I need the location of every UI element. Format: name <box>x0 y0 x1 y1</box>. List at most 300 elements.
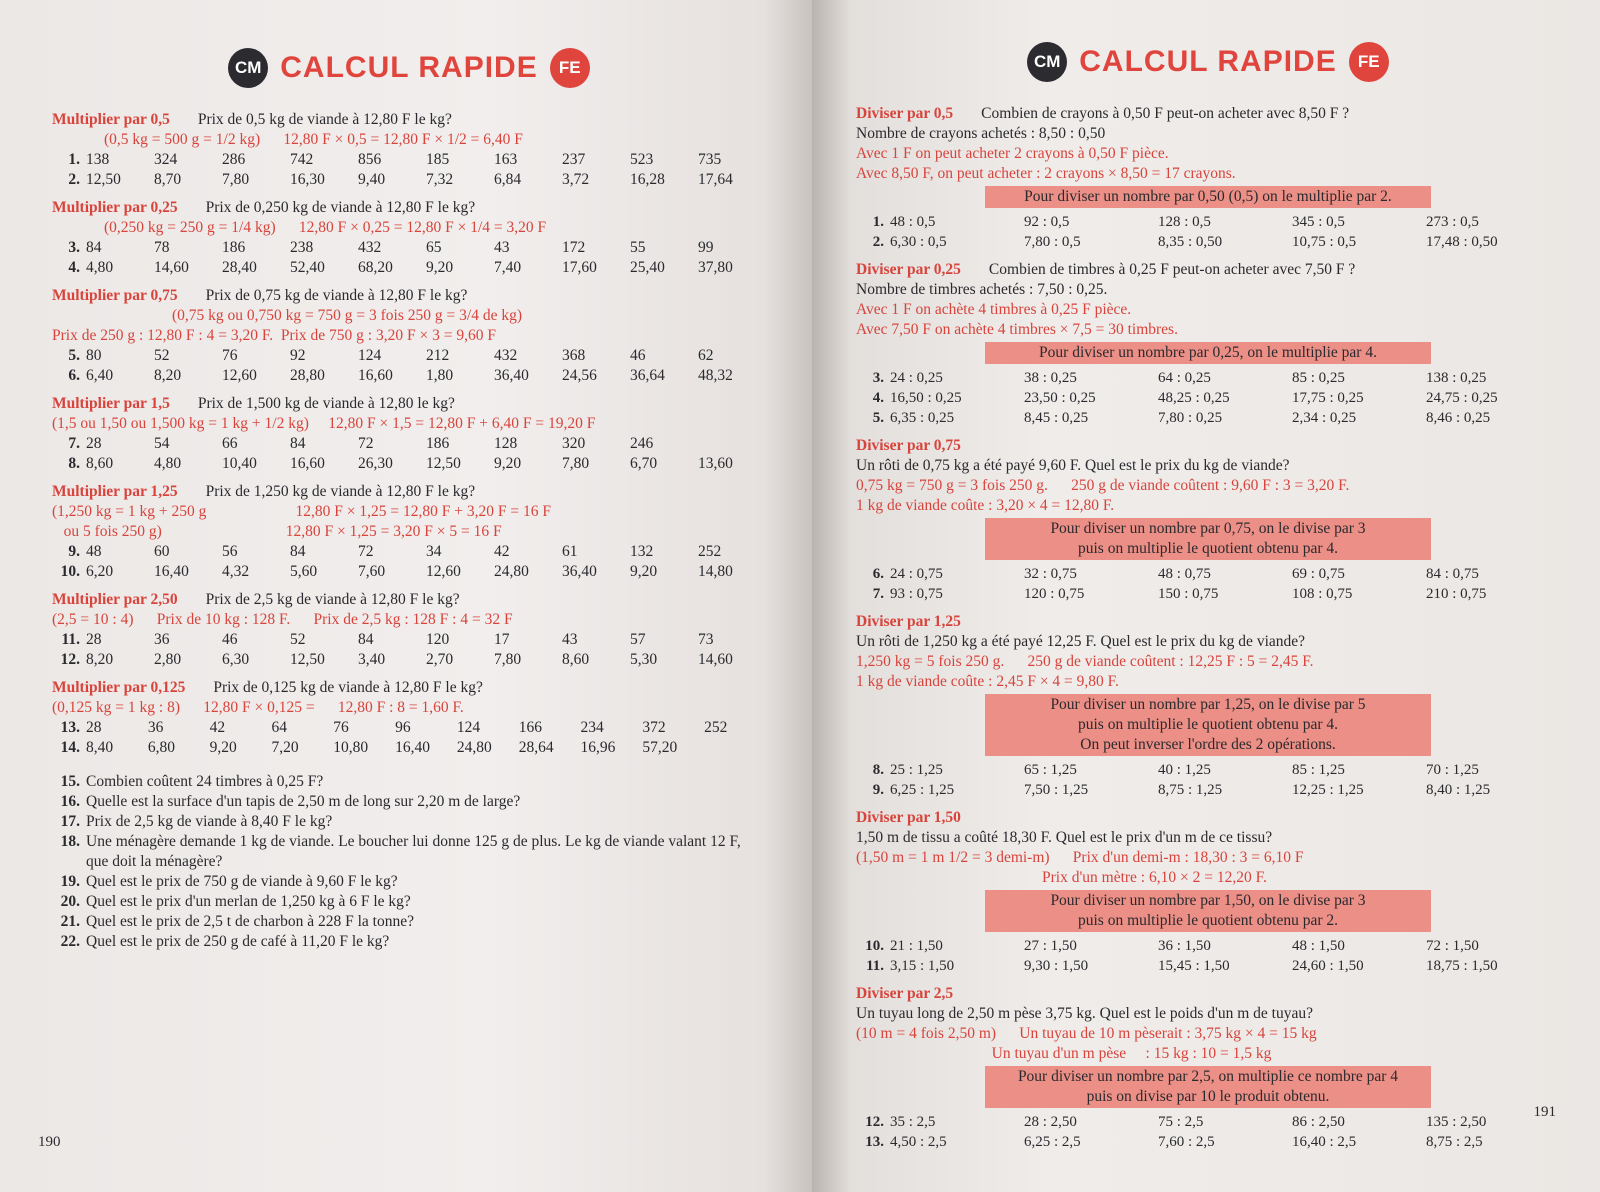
section-title: Diviser par 0,75 <box>856 437 961 454</box>
problem-item <box>52 832 766 872</box>
exercise-value: 16,96 <box>580 739 616 756</box>
section-heading <box>856 104 1560 124</box>
exercise-number: 8. <box>872 762 884 778</box>
exercise-value <box>698 434 766 454</box>
exercise-value: 9,20 <box>494 455 522 472</box>
exercise-value: 24 : 0,75 <box>890 566 943 582</box>
exercise-row <box>856 780 1560 800</box>
exercise-value: 70 : 1,25 <box>1426 762 1479 778</box>
worked-example: (0,75 kg ou 0,750 kg = 750 g = 3 fois 250 g = 3/4 de kg) <box>172 307 522 324</box>
exercise-value: 24,60 : 1,50 <box>1292 958 1364 974</box>
explanation-line: Avec 7,50 F on achète 4 timbres × 7,5 = 30 timbres. <box>856 321 1178 338</box>
exercise-value: 65 : 1,25 <box>1024 762 1077 778</box>
right-header <box>856 34 1560 90</box>
section-title: Multiplier par 2,50 <box>52 591 178 608</box>
exercise-value: 64 : 0,25 <box>1158 370 1211 386</box>
problem-number: 22. <box>60 933 80 950</box>
exercise-value: 6,35 : 0,25 <box>890 410 955 426</box>
exercise-row <box>52 258 766 278</box>
exercise-number: 3. <box>68 239 80 256</box>
exercise-value: 36 <box>154 631 170 648</box>
exercise-number: 6. <box>68 367 80 384</box>
problem-item <box>52 812 766 832</box>
exercise-value: 138 <box>86 151 110 168</box>
exercise-value: 25,40 <box>630 259 665 276</box>
right-page <box>812 0 1600 1192</box>
exercise-section <box>52 678 766 758</box>
exercise-row <box>856 956 1560 976</box>
exercise-section <box>52 394 766 474</box>
section-title: Diviser par 0,5 <box>856 105 954 122</box>
exercise-value: 48 : 1,50 <box>1292 938 1345 954</box>
problem-text: Quel est le prix de 250 g de café à 11,20 F le kg? <box>86 933 390 950</box>
exercise-row <box>856 368 1560 388</box>
exercise-value: 12,50 <box>86 171 121 188</box>
exercise-value: 8,45 : 0,25 <box>1024 410 1089 426</box>
exercise-value: 432 <box>494 347 518 364</box>
exercise-value: 238 <box>290 239 314 256</box>
exercise-value: 52,40 <box>290 259 325 276</box>
exercise-value: 96 <box>395 719 411 736</box>
exercise-value: 99 <box>698 239 714 256</box>
exercise-value: 368 <box>562 347 586 364</box>
exercise-value: 7,80 <box>494 651 522 668</box>
exercise-row <box>856 1112 1560 1132</box>
explanation-line: Un tuyau long de 2,50 m pèse 3,75 kg. Quel est le poids d'un m de tuyau? <box>856 1005 1313 1022</box>
exercise-value: 84 <box>290 543 306 560</box>
exercise-value: 324 <box>154 151 178 168</box>
section-title: Diviser par 0,25 <box>856 261 961 278</box>
exercise-number: 13. <box>865 1134 884 1150</box>
section-title: Multiplier par 0,5 <box>52 111 170 128</box>
exercise-row <box>856 936 1560 956</box>
exercise-value: 4,80 <box>154 455 182 472</box>
exercise-value: 186 <box>426 435 450 452</box>
exercise-number: 9. <box>872 782 884 798</box>
exercise-value: 24 : 0,25 <box>890 370 943 386</box>
exercise-value: 8,40 : 1,25 <box>1426 782 1491 798</box>
exercise-section <box>52 482 766 582</box>
exercise-row <box>52 738 766 758</box>
explanation-line: (10 m = 4 fois 2,50 m) Un tuyau de 10 m pèserait : 3,75 kg × 4 = 15 kg <box>856 1025 1317 1042</box>
section-heading <box>52 198 766 218</box>
exercise-value: 27 : 1,50 <box>1024 938 1077 954</box>
exercise-value: 12,60 <box>426 563 461 580</box>
exercise-value: 75 : 2,5 <box>1158 1114 1204 1130</box>
exercise-value: 108 : 0,75 <box>1292 586 1353 602</box>
exercise-value: 64 <box>271 719 287 736</box>
exercise-number: 8. <box>68 455 80 472</box>
section-heading <box>52 394 766 414</box>
exercise-value: 166 <box>518 719 542 736</box>
problem-text: Quel est le prix de 750 g de viande à 9,60 F le kg? <box>86 873 398 890</box>
exercise-value: 43 <box>562 631 578 648</box>
exercise-value: 124 <box>456 719 481 736</box>
exercise-number: 1. <box>68 151 80 168</box>
exercise-value: 85 : 1,25 <box>1292 762 1345 778</box>
exercise-value: 10,75 : 0,5 <box>1292 234 1357 250</box>
exercise-value: 138 : 0,25 <box>1426 370 1487 386</box>
exercise-value: 3,40 <box>358 651 386 668</box>
exercise-value: 38 : 0,25 <box>1024 370 1077 386</box>
exercise-number: 1. <box>872 214 884 230</box>
exercise-value: 856 <box>358 151 382 168</box>
problem-number: 21. <box>60 913 80 930</box>
section-question: Prix de 0,125 kg de viande à 12,80 F le kg? <box>213 679 483 696</box>
exercise-number: 7. <box>68 435 80 452</box>
problem-number: 19. <box>60 873 80 890</box>
page-number: 191 <box>1533 1104 1556 1120</box>
exercise-value: 16,60 <box>290 455 325 472</box>
exercise-value: 84 <box>86 239 102 256</box>
exercise-value: 8,40 <box>86 739 114 756</box>
exercise-value: 84 <box>290 435 306 452</box>
exercise-number: 5. <box>68 347 80 364</box>
exercise-value: 12,50 <box>426 455 461 472</box>
section-question: Combien de timbres à 0,25 F peut-on acheter avec 7,50 F ? <box>988 261 1356 278</box>
exercise-number: 3. <box>872 370 884 386</box>
exercise-number: 9. <box>68 543 80 560</box>
exercise-value: 72 <box>358 435 374 452</box>
exercise-value: 120 <box>426 631 450 648</box>
exercise-value: 5,30 <box>630 651 658 668</box>
division-section <box>856 260 1560 428</box>
section-title: Multiplier par 0,125 <box>52 679 186 696</box>
section-question: Prix de 1,250 kg de viande à 12,80 F le kg? <box>205 483 476 500</box>
problem-item <box>52 932 766 952</box>
exercise-number: 11. <box>866 958 884 974</box>
exercise-value: 84 : 0,75 <box>1426 566 1479 582</box>
section-heading <box>856 984 1560 1004</box>
exercise-value: 2,80 <box>154 651 182 668</box>
exercise-value: 210 : 0,75 <box>1426 586 1487 602</box>
exercise-value: 7,80 : 0,25 <box>1158 410 1223 426</box>
exercise-value: 185 <box>426 151 450 168</box>
exercise-row <box>52 346 766 366</box>
exercise-value: 28,64 <box>518 739 554 756</box>
division-section <box>856 984 1560 1152</box>
exercise-value <box>704 738 766 758</box>
exercise-value: 432 <box>358 239 382 256</box>
exercise-value: 7,80 : 0,5 <box>1024 234 1081 250</box>
division-section <box>856 104 1560 252</box>
section-title: Diviser par 1,50 <box>856 809 961 826</box>
exercise-value: 35 : 2,5 <box>890 1114 936 1130</box>
exercise-value: 2,70 <box>426 651 454 668</box>
exercise-value: 8,35 : 0,50 <box>1158 234 1223 250</box>
exercise-value: 120 : 0,75 <box>1024 586 1085 602</box>
worked-example: Prix de 250 g : 12,80 F : 4 = 3,20 F. Prix de 750 g : 3,20 F × 3 = 9,60 F <box>52 327 496 344</box>
explanation-line: Avec 8,50 F, on peut acheter : 2 crayons × 8,50 = 17 crayons. <box>856 165 1236 182</box>
exercise-value: 13,60 <box>698 455 733 472</box>
section-title: Multiplier par 1,25 <box>52 483 178 500</box>
cm-badge: CM <box>1027 42 1067 82</box>
rule-line: puis on multiplie le quotient obtenu par 4. <box>1077 540 1339 557</box>
exercise-value: 16,40 <box>395 739 430 756</box>
exercise-number: 4. <box>68 259 80 276</box>
exercise-value: 6,80 <box>147 739 175 756</box>
exercise-value: 16,40 : 2,5 <box>1292 1134 1357 1150</box>
exercise-row <box>52 650 766 670</box>
left-sections <box>52 110 766 758</box>
exercise-row <box>856 584 1560 604</box>
exercise-row <box>52 630 766 650</box>
exercise-value: 9,20 <box>630 563 658 580</box>
exercise-value: 34 <box>426 543 442 560</box>
exercise-value: 16,30 <box>290 171 325 188</box>
exercise-value: 93 : 0,75 <box>890 586 943 602</box>
exercise-value: 28 : 2,50 <box>1024 1114 1077 1130</box>
explanation-line: Avec 1 F on peut acheter 2 crayons à 0,50 F pièce. <box>856 145 1169 162</box>
exercise-value: 46 <box>222 631 238 648</box>
section-heading <box>52 110 766 130</box>
exercise-value: 7,80 <box>562 455 590 472</box>
worked-example: (1,250 kg = 1 kg + 250 g 12,80 F × 1,25 = 12,80 F + 3,20 F = 16 F <box>52 503 551 520</box>
explanation-line: 0,75 kg = 750 g = 3 fois 250 g. 250 g de viande coûtent : 9,60 F : 3 = 3,20 F. <box>856 477 1350 494</box>
exercise-value: 12,60 <box>222 367 257 384</box>
explanation-line: Un tuyau d'un m pèse : 15 kg : 10 = 1,5 kg <box>856 1045 1272 1062</box>
exercise-row <box>856 1132 1560 1152</box>
exercise-value: 8,75 : 2,5 <box>1426 1134 1483 1150</box>
exercise-value: 9,20 <box>209 739 237 756</box>
exercise-value: 85 : 0,25 <box>1292 370 1345 386</box>
exercise-value: 32 : 0,75 <box>1024 566 1077 582</box>
exercise-value: 8,20 <box>86 651 114 668</box>
exercise-value: 1,80 <box>426 367 454 384</box>
rule-line: Pour diviser un nombre par 1,25, on le divise par 5 <box>1050 696 1366 713</box>
exercise-row <box>52 366 766 386</box>
exercise-value: 9,30 : 1,50 <box>1024 958 1089 974</box>
exercise-value: 237 <box>562 151 586 168</box>
exercise-value: 124 <box>358 347 382 364</box>
exercise-row <box>856 212 1560 232</box>
exercise-value: 24,75 : 0,25 <box>1426 390 1498 406</box>
exercise-value: 8,20 <box>154 367 182 384</box>
exercise-value: 84 <box>358 631 374 648</box>
exercise-value: 48 : 0,75 <box>1158 566 1211 582</box>
exercise-value: 132 <box>630 543 654 560</box>
section-title: Multiplier par 1,5 <box>52 395 170 412</box>
exercise-value: 742 <box>290 151 314 168</box>
exercise-value: 46 <box>630 347 646 364</box>
problem-number: 20. <box>60 893 80 910</box>
exercise-value: 14,60 <box>154 259 189 276</box>
exercise-value: 24,80 <box>456 739 492 756</box>
exercise-number: 11. <box>61 631 80 648</box>
exercise-value: 8,60 <box>86 455 114 472</box>
exercise-value: 16,40 <box>154 563 189 580</box>
exercise-value: 16,28 <box>630 171 665 188</box>
exercise-value: 16,60 <box>358 367 393 384</box>
exercise-value: 36 : 1,50 <box>1158 938 1211 954</box>
exercise-value: 65 <box>426 239 442 256</box>
division-section <box>856 808 1560 976</box>
exercise-value: 8,70 <box>154 171 182 188</box>
exercise-value: 92 : 0,5 <box>1024 214 1070 230</box>
exercise-row <box>52 562 766 582</box>
worked-example: (2,5 = 10 : 4) Prix de 10 kg : 128 F. Prix de 2,5 kg : 128 F : 4 = 32 F <box>52 611 513 628</box>
exercise-row <box>856 564 1560 584</box>
exercise-row <box>52 542 766 562</box>
exercise-value: 234 <box>580 719 604 736</box>
exercise-value: 12,50 <box>290 651 325 668</box>
exercise-value: 252 <box>704 719 728 736</box>
problem-item <box>52 892 766 912</box>
exercise-row <box>52 434 766 454</box>
exercise-value: 17,64 <box>698 171 733 188</box>
division-section <box>856 612 1560 800</box>
exercise-value: 48,25 : 0,25 <box>1158 390 1230 406</box>
exercise-value: 60 <box>154 543 170 560</box>
exercise-value: 6,25 : 2,5 <box>1024 1134 1081 1150</box>
section-title: Multiplier par 0,25 <box>52 199 178 216</box>
section-heading <box>52 286 766 306</box>
problem-text: Une ménagère demande 1 kg de viande. Le boucher lui donne 125 g de plus. Le kg de viande valant 12 F, que doit la ménagère? <box>86 833 741 870</box>
exercise-value: 14,60 <box>698 651 733 668</box>
exercise-value: 62 <box>698 347 714 364</box>
problem-number: 18. <box>60 833 80 850</box>
section-title: Multiplier par 0,75 <box>52 287 178 304</box>
exercise-value: 28,80 <box>290 367 325 384</box>
problem-item <box>52 912 766 932</box>
section-title: Diviser par 2,5 <box>856 985 954 1002</box>
explanation-line: 1 kg de viande coûte : 3,20 × 4 = 12,80 F. <box>856 497 1115 514</box>
exercise-value: 52 <box>154 347 170 364</box>
exercise-value: 12,25 : 1,25 <box>1292 782 1364 798</box>
section-heading <box>52 482 766 502</box>
division-section <box>856 436 1560 604</box>
exercise-value: 48,32 <box>698 367 733 384</box>
exercise-value: 68,20 <box>358 259 393 276</box>
problem-item <box>52 872 766 892</box>
explanation-line: Un rôti de 1,250 kg a été payé 12,25 F. Quel est le prix du kg de viande? <box>856 633 1306 650</box>
right-sections <box>856 104 1560 1152</box>
explanation-line: Nombre de timbres achetés : 7,50 : 0,25. <box>856 281 1108 298</box>
exercise-number: 5. <box>872 410 884 426</box>
exercise-value: 55 <box>630 239 646 256</box>
exercise-value: 57,20 <box>642 739 678 756</box>
worked-example: ou 5 fois 250 g) 12,80 F × 1,25 = 3,20 F × 5 = 16 F <box>52 523 502 540</box>
left-header <box>52 40 766 96</box>
exercise-value: 72 <box>358 543 374 560</box>
exercise-row <box>856 232 1560 252</box>
problem-text: Quel est le prix de 2,5 t de charbon à 228 F la tonne? <box>86 913 414 930</box>
problem-item <box>52 792 766 812</box>
exercise-value: 24,56 <box>562 367 597 384</box>
exercise-value: 150 : 0,75 <box>1158 586 1219 602</box>
rule-line: Pour diviser un nombre par 1,50, on le divise par 3 <box>1050 892 1366 909</box>
fe-badge: FE <box>550 48 590 88</box>
exercise-value: 4,50 : 2,5 <box>890 1134 947 1150</box>
exercise-value: 10,40 <box>222 455 257 472</box>
exercise-value: 128 : 0,5 <box>1158 214 1211 230</box>
problem-text: Prix de 2,5 kg de viande à 8,40 F le kg? <box>86 813 333 830</box>
exercise-value: 7,60 <box>358 563 386 580</box>
exercise-value: 4,32 <box>222 563 250 580</box>
section-question: Prix de 0,250 kg de viande à 12,80 F le kg? <box>205 199 476 216</box>
exercise-value: 61 <box>562 543 578 560</box>
exercise-value: 172 <box>562 239 586 256</box>
exercise-value: 9,20 <box>426 259 454 276</box>
exercise-value: 92 <box>290 347 306 364</box>
exercise-value: 69 : 0,75 <box>1292 566 1345 582</box>
exercise-value: 7,50 : 1,25 <box>1024 782 1089 798</box>
exercise-number: 12. <box>60 651 80 668</box>
problem-text: Quelle est la surface d'un tapis de 2,50 m de long sur 2,20 m de large? <box>86 793 521 810</box>
exercise-value: 6,25 : 1,25 <box>890 782 955 798</box>
rule-box <box>985 694 1431 756</box>
exercise-value: 56 <box>222 543 238 560</box>
exercise-value: 72 : 1,50 <box>1426 938 1479 954</box>
rule-line: puis on multiplie le quotient obtenu par 2. <box>1077 912 1339 929</box>
exercise-value: 43 <box>494 239 510 256</box>
fe-badge: FE <box>1349 42 1389 82</box>
explanation-line: Prix d'un mètre : 6,10 × 2 = 12,20 F. <box>856 869 1267 886</box>
exercise-value: 3,15 : 1,50 <box>890 958 955 974</box>
exercise-value: 7,40 <box>494 259 522 276</box>
exercise-section <box>52 590 766 670</box>
exercise-value: 735 <box>698 151 722 168</box>
exercise-value: 36,64 <box>630 367 665 384</box>
exercise-value: 80 <box>86 347 102 364</box>
exercise-value: 36,40 <box>494 367 529 384</box>
exercise-value: 54 <box>154 435 170 452</box>
section-heading <box>856 260 1560 280</box>
exercise-value: 372 <box>642 719 666 736</box>
exercise-value: 3,72 <box>562 171 590 188</box>
page-title: CALCUL RAPIDE <box>280 51 538 84</box>
section-question: Prix de 1,500 kg de viande à 12,80 le kg? <box>197 395 455 412</box>
explanation-line: 1 kg de viande coûte : 2,45 F × 4 = 9,80 F. <box>856 673 1119 690</box>
explanation-line: Avec 1 F on achète 4 timbres à 0,25 F pièce. <box>856 301 1132 318</box>
exercise-value: 6,70 <box>630 455 658 472</box>
explanation-line: 1,250 kg = 5 fois 250 g. 250 g de viande coûtent : 12,25 F : 5 = 2,45 F. <box>856 653 1314 670</box>
exercise-value: 135 : 2,50 <box>1426 1114 1487 1130</box>
exercise-value: 16,50 : 0,25 <box>890 390 962 406</box>
exercise-value: 17,48 : 0,50 <box>1426 234 1498 250</box>
exercise-value: 28 <box>86 631 102 648</box>
exercise-value: 5,60 <box>290 563 318 580</box>
exercise-value: 6,84 <box>494 171 522 188</box>
rule-box <box>985 1066 1431 1108</box>
problem-number: 16. <box>60 793 80 810</box>
exercise-value: 40 : 1,25 <box>1158 762 1211 778</box>
exercise-value: 523 <box>630 151 654 168</box>
page-number: 190 <box>38 1134 61 1150</box>
section-question: Combien de crayons à 0,50 F peut-on acheter avec 8,50 F ? <box>981 105 1350 122</box>
exercise-value: 7,80 <box>222 171 250 188</box>
exercise-value: 10,80 <box>333 739 369 756</box>
worked-example: (0,5 kg = 500 g = 1/2 kg) 12,80 F × 0,5 = 12,80 F × 1/2 = 6,40 F <box>104 131 523 148</box>
problem-text: Combien coûtent 24 timbres à 0,25 F? <box>86 773 324 790</box>
explanation-line: (1,50 m = 1 m 1/2 = 3 demi-m) Prix d'un demi-m : 18,30 : 3 = 6,10 F <box>856 849 1304 866</box>
worked-example: (1,5 ou 1,50 ou 1,500 kg = 1 kg + 1/2 kg) 12,80 F × 1,5 = 12,80 F + 6,40 F = 19,20 F <box>52 415 596 432</box>
exercise-value: 42 <box>494 543 510 560</box>
exercise-value: 42 <box>209 719 226 736</box>
exercise-value: 17,75 : 0,25 <box>1292 390 1364 406</box>
exercise-number: 13. <box>60 719 80 736</box>
explanation-line: 1,50 m de tissu a coûté 18,30 F. Quel est le prix d'un m de ce tissu? <box>856 829 1273 846</box>
exercise-row <box>52 718 766 738</box>
cm-badge: CM <box>228 48 268 88</box>
exercise-number: 10. <box>865 938 884 954</box>
exercise-value: 57 <box>630 631 646 648</box>
exercise-number: 4. <box>872 390 884 406</box>
exercise-row <box>856 388 1560 408</box>
exercise-value: 2,34 : 0,25 <box>1292 410 1357 426</box>
exercise-value: 76 <box>222 347 238 364</box>
exercise-value: 66 <box>222 435 238 452</box>
